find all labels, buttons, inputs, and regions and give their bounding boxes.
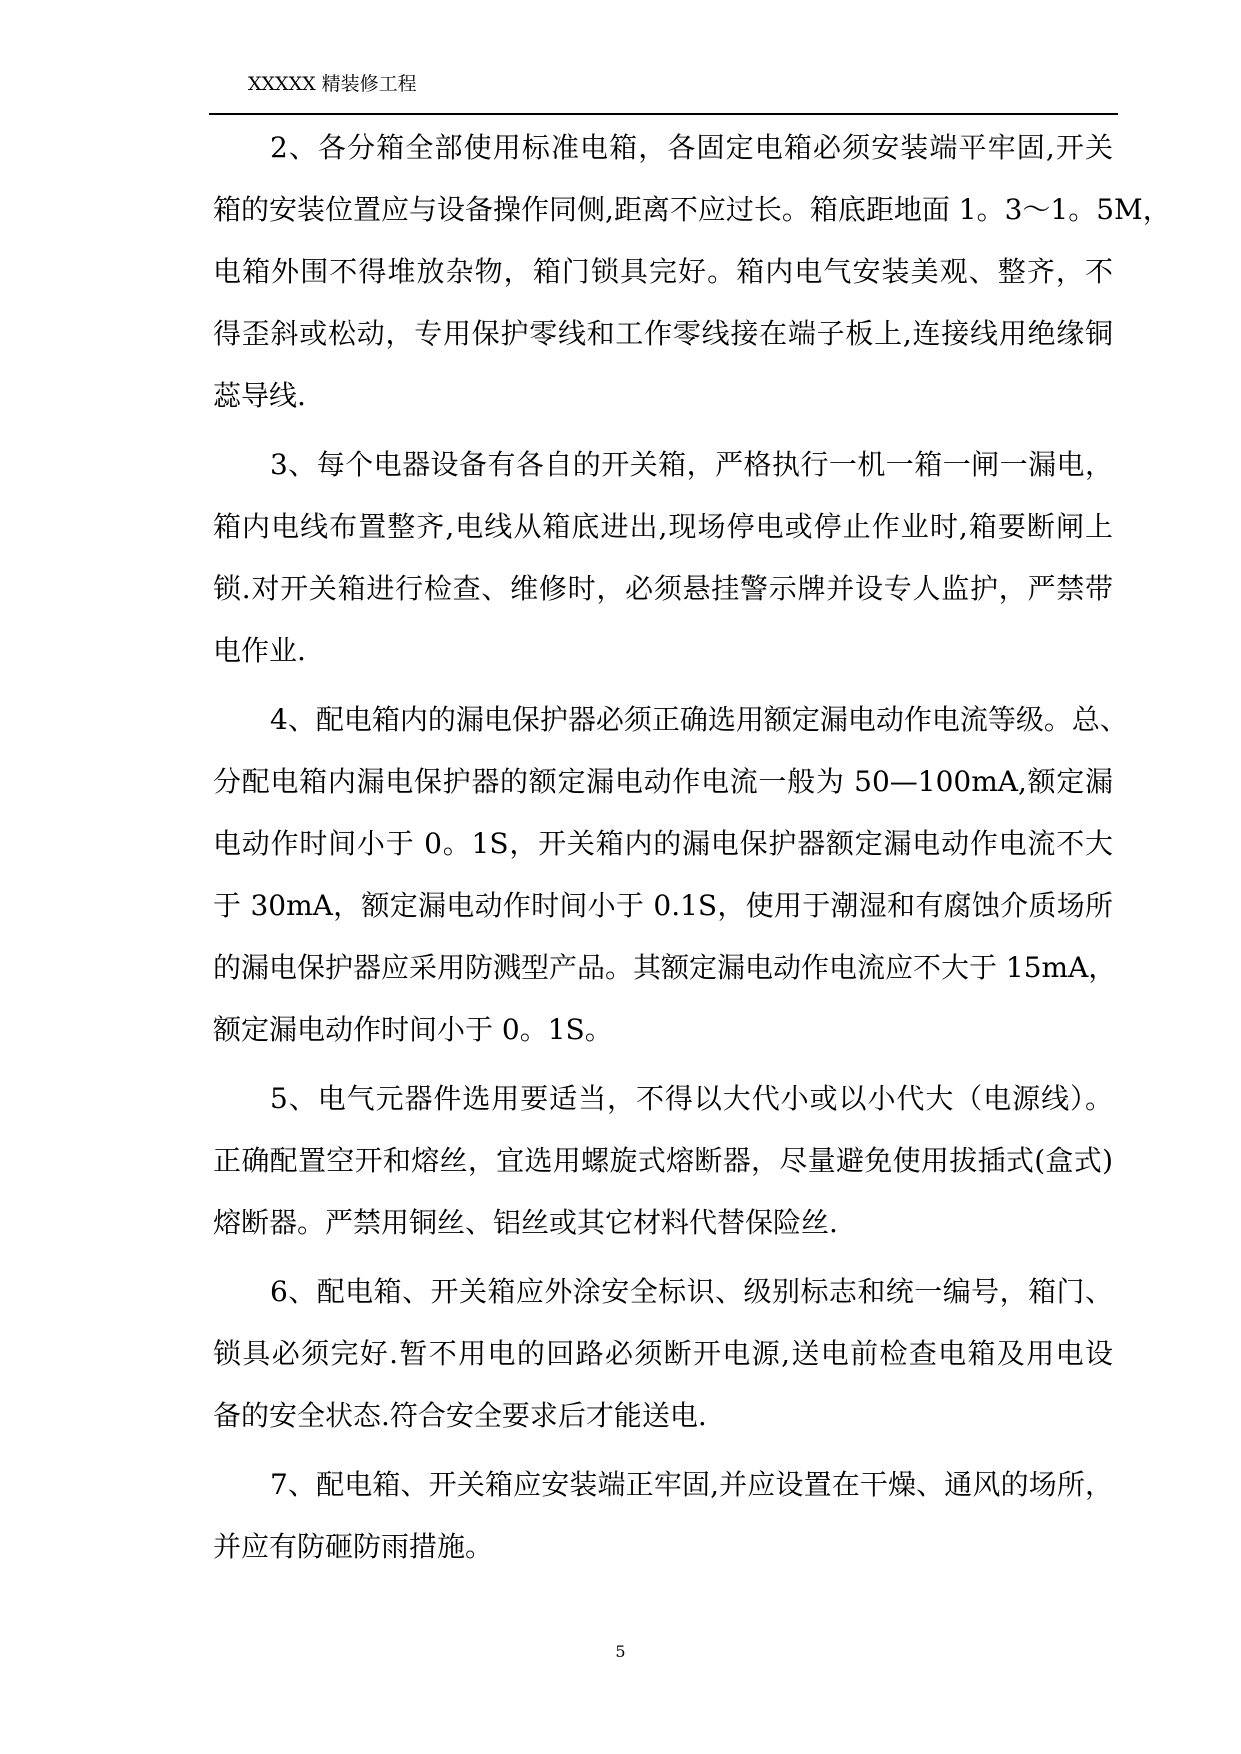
paragraph-3-line-2: 分配电箱内漏电保护器的额定漏电动作电流一般为 50—100mA,额定漏 xyxy=(213,765,1113,798)
paragraph-6-line-2: 并应有防砸防雨措施。 xyxy=(213,1530,494,1563)
paragraph-4-line-3: 熔断器。严禁用铜丝、铝丝或其它材料代替保险丝. xyxy=(213,1206,838,1239)
paragraph-1-line-4: 得歪斜或松动，专用保护零线和工作零线接在端子板上,连接线用绝缘铜 xyxy=(213,317,1113,350)
paragraph-3-line-3: 电动作时间小于 0。1S，开关箱内的漏电保护器额定漏电动作电流不大 xyxy=(213,827,1113,860)
paragraph-5-line-2: 锁具必须完好.暂不用电的回路必须断开电源,送电前检查电箱及用电设 xyxy=(213,1337,1113,1370)
paragraph-1-line-3: 电箱外围不得堆放杂物，箱门锁具完好。箱内电气安装美观、整齐，不 xyxy=(213,255,1113,288)
paragraph-1-line-1: 2、各分箱全部使用标准电箱，各固定电箱必须安装端平牢固,开关 xyxy=(270,131,1113,164)
paragraph-3-line-1: 4、配电箱内的漏电保护器必须正确选用额定漏电动作电流等级。总、 xyxy=(270,703,1128,736)
paragraph-3-line-6: 额定漏电动作时间小于 0。1S。 xyxy=(213,1013,613,1046)
paragraph-5-line-3: 备的安全状态.符合安全要求后才能送电. xyxy=(213,1399,707,1432)
paragraph-6-line-1: 7、配电箱、开关箱应安装端正牢固,并应设置在干燥、通风的场所， xyxy=(270,1468,1113,1501)
paragraph-1-line-5: 蕊导线. xyxy=(213,379,306,412)
paragraph-3-line-5: 的漏电保护器应采用防溅型产品。其额定漏电动作电流应不大于 15mA， xyxy=(213,951,1117,984)
paragraph-4-line-2: 正确配置空开和熔丝，宜选用螺旋式熔断器，尽量避免使用拔插式(盒式) xyxy=(213,1144,1113,1177)
paragraph-2-line-1: 3、每个电器设备有各自的开关箱，严格执行一机一箱一闸一漏电， xyxy=(270,448,1113,481)
paragraph-3-line-4: 于 30mA，额定漏电动作时间小于 0.1S，使用于潮湿和有腐蚀介质场所 xyxy=(213,889,1113,922)
header-divider xyxy=(209,113,1118,115)
paragraph-4-line-1: 5、电气元器件选用要适当，不得以大代小或以小代大（电源线）。 xyxy=(270,1082,1113,1115)
paragraph-2-line-4: 电作业. xyxy=(213,634,306,667)
paragraph-5-line-1: 6、配电箱、开关箱应外涂安全标识、级别标志和统一编号，箱门、 xyxy=(270,1275,1113,1308)
page-number: 5 xyxy=(615,1642,626,1661)
paragraph-2-line-3: 锁.对开关箱进行检查、维修时，必须悬挂警示牌并设专人监护，严禁带 xyxy=(213,572,1113,605)
paragraph-2-line-2: 箱内电线布置整齐,电线从箱底进出,现场停电或停止作业时,箱要断闸上 xyxy=(213,510,1113,543)
header-title: XXXXX 精装修工程 xyxy=(248,73,417,95)
paragraph-1-line-2: 箱的安装位置应与设备操作同侧,距离不应过长。箱底距地面 1。3～1。5M， xyxy=(213,193,1171,226)
